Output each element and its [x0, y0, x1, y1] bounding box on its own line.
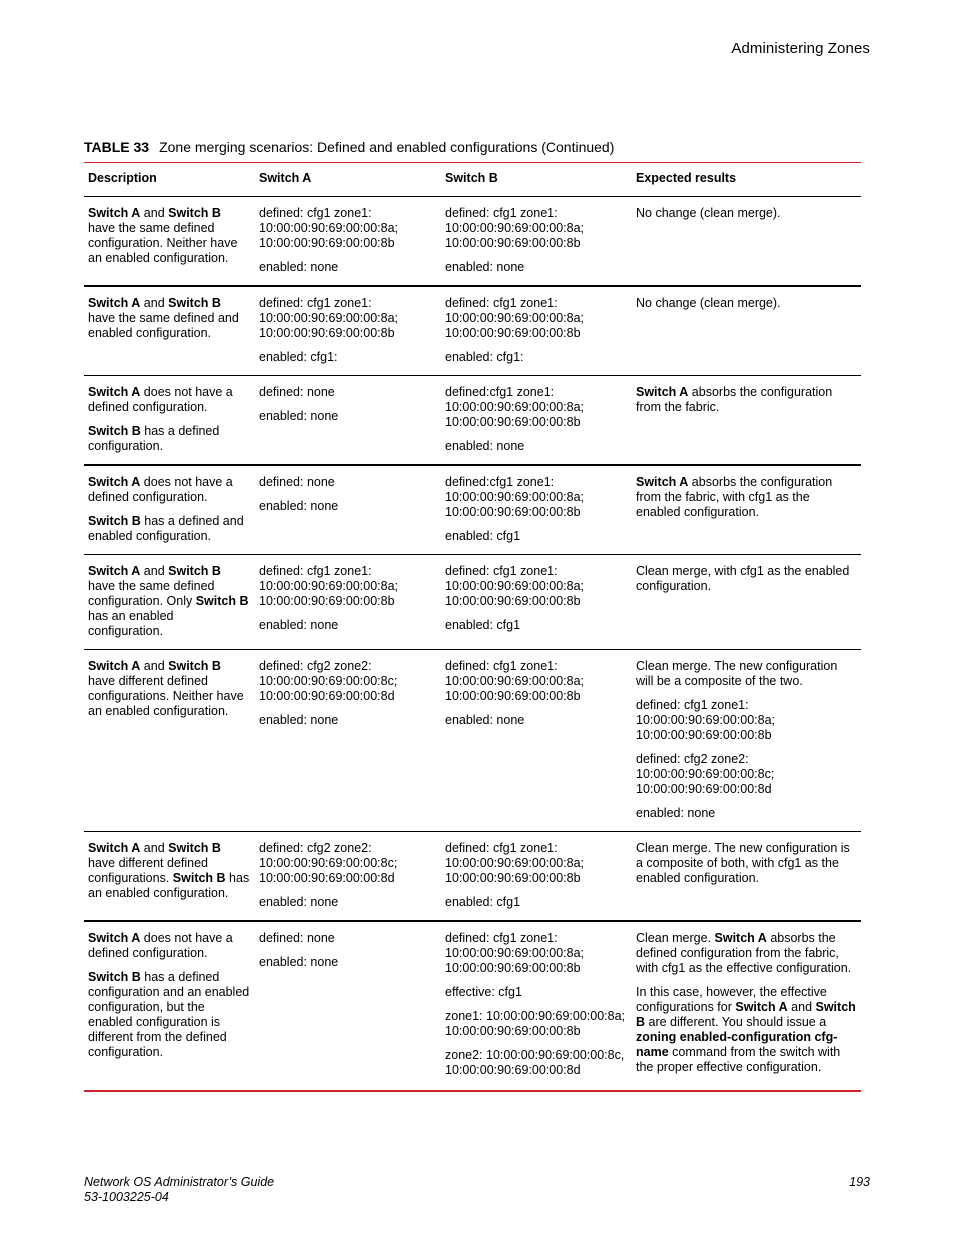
cell-expected-results-paragraph [636, 698, 857, 743]
bold-term: Switch B [168, 206, 221, 220]
cell-description [84, 921, 255, 1088]
bold-term: zoning enabled-configuration cfg-name [636, 1030, 838, 1059]
cell-switch-a [255, 376, 441, 466]
bold-term: Switch B [172, 871, 226, 885]
text-run: and [140, 564, 169, 578]
bold-term: Switch A [88, 931, 141, 945]
bold-term: Switch B [636, 1000, 856, 1029]
bold-term: Switch A [88, 659, 141, 673]
bold-term: Switch A [88, 296, 141, 310]
text-run: Clean merge. The new configuration will be a composite of the two. [636, 659, 838, 688]
table-row [84, 286, 861, 376]
zone-merging-table [84, 163, 861, 1088]
cell-expected-results [632, 650, 861, 832]
column-header-expected-results: Expected results [632, 163, 861, 197]
text-run: have different defined configurations. [88, 856, 209, 885]
cell-switch-a [255, 197, 441, 287]
cell-switch-b-entry: defined: cfg1 zone1: 10:00:00:90:69:00:00:8a; 10:00:00:90:69:00:00:8b [445, 206, 585, 250]
bold-term: Switch B [195, 594, 249, 608]
bold-term: Switch B [88, 970, 141, 984]
cell-description [84, 376, 255, 466]
bold-term: Switch B [168, 564, 221, 578]
cell-description [84, 650, 255, 832]
cell-description-paragraph [88, 296, 251, 341]
cell-switch-a-entry: enabled: none [259, 409, 339, 423]
footer-page-number: 193 [849, 1175, 870, 1189]
cell-switch-b [441, 650, 632, 832]
cell-switch-a-entry: defined: none [259, 385, 335, 399]
cell-expected-results-paragraph [636, 931, 857, 976]
cell-expected-results-paragraph [636, 985, 857, 1075]
bold-term: Switch A [714, 931, 767, 945]
table-title: Zone merging scenarios: Defined and enabled configurations (Continued) [159, 139, 615, 155]
table-row [84, 650, 861, 832]
cell-description-paragraph [88, 931, 251, 961]
text-run: No change (clean merge). [636, 296, 781, 310]
cell-switch-b-entry: enabled: none [445, 260, 525, 274]
text-run: has a defined configuration. [88, 424, 220, 453]
cell-expected-results-paragraph [636, 841, 857, 886]
column-header-description: Description [84, 163, 255, 197]
text-run: has an enabled configuration. [88, 871, 250, 900]
cell-description-paragraph [88, 206, 251, 266]
bold-term: Switch A [88, 841, 141, 855]
cell-expected-results [632, 555, 861, 650]
cell-switch-a-entry: enabled: none [259, 955, 339, 969]
column-header-switch-b: Switch B [441, 163, 632, 197]
cell-switch-b-entry: defined: cfg1 zone1: 10:00:00:90:69:00:00:8a; 10:00:00:90:69:00:00:8b [445, 659, 585, 703]
text-run: Clean merge. [636, 931, 715, 945]
text-run: are different. You should issue a [645, 1015, 827, 1029]
cell-switch-b-entry: effective: cfg1 [445, 985, 522, 999]
cell-description [84, 832, 255, 922]
cell-expected-results [632, 921, 861, 1088]
cell-expected-results-paragraph [636, 475, 857, 520]
text-run: absorbs the configuration from the fabric. [636, 385, 833, 414]
cell-switch-b-entry: defined:cfg1 zone1: 10:00:00:90:69:00:00:8a; 10:00:00:90:69:00:00:8b [445, 385, 585, 429]
cell-switch-b-entry: enabled: cfg1: [445, 350, 524, 364]
table-caption [84, 139, 861, 155]
bold-term: Switch B [88, 424, 141, 438]
cell-switch-a [255, 555, 441, 650]
bold-term: Switch A [636, 385, 689, 399]
footer-doc-number: 53-1003225-04 [84, 1190, 169, 1204]
text-run: absorbs the defined configuration from the fabric, with cfg1 as the effective configuration. [636, 931, 852, 975]
cell-switch-a [255, 650, 441, 832]
text-run: absorbs the configuration from the fabric, with cfg1 as the enabled configuration. [636, 475, 833, 519]
text-run: does not have a defined configuration. [88, 385, 233, 414]
cell-expected-results-paragraph [636, 385, 857, 415]
cell-switch-a-entry: enabled: none [259, 713, 339, 727]
cell-expected-results-paragraph [636, 206, 857, 221]
cell-description [84, 286, 255, 376]
table-row [84, 921, 861, 1088]
bold-term: Switch B [168, 841, 221, 855]
table-number: TABLE 33 [84, 139, 150, 155]
cell-description-paragraph [88, 841, 251, 901]
text-run: In this case, however, the effective configurations for [636, 985, 827, 1014]
cell-switch-b [441, 832, 632, 922]
cell-switch-b-entry: enabled: cfg1 [445, 529, 521, 543]
bold-term: Switch A [88, 385, 141, 399]
text-run: have the same defined and enabled configuration. [88, 311, 239, 340]
text-run: has an enabled configuration. [88, 609, 174, 638]
cell-switch-b [441, 465, 632, 555]
bold-term: Switch A [88, 475, 141, 489]
text-run: have the same defined configuration. Only [88, 579, 215, 608]
cell-expected-results [632, 376, 861, 466]
cell-switch-a-entry: enabled: cfg1: [259, 350, 338, 364]
cell-switch-b-entry: zone2: 10:00:00:90:69:00:00:8c, 10:00:00:90:69:00:00:8d [445, 1048, 625, 1077]
bold-term: Switch A [88, 564, 141, 578]
text-run: defined: cfg1 zone1: 10:00:00:90:69:00:00:8a; 10:00:00:90:69:00:00:8b [636, 698, 776, 742]
cell-expected-results-paragraph [636, 564, 857, 594]
table-body [84, 197, 861, 1089]
cell-switch-a [255, 286, 441, 376]
text-run: and [140, 296, 169, 310]
cell-switch-b-entry: defined: cfg1 zone1: 10:00:00:90:69:00:00:8a; 10:00:00:90:69:00:00:8b [445, 296, 585, 340]
cell-switch-a-entry: enabled: none [259, 618, 339, 632]
bold-term: Switch A [88, 206, 141, 220]
table-row [84, 555, 861, 650]
text-run: and [140, 841, 169, 855]
cell-description [84, 197, 255, 287]
cell-switch-a-entry: defined: cfg1 zone1: 10:00:00:90:69:00:00:8a; 10:00:00:90:69:00:00:8b [259, 206, 399, 250]
cell-switch-a-entry: defined: cfg1 zone1: 10:00:00:90:69:00:00:8a; 10:00:00:90:69:00:00:8b [259, 564, 399, 608]
cell-switch-b [441, 555, 632, 650]
cell-expected-results-paragraph [636, 806, 857, 821]
bold-term: Switch B [168, 659, 221, 673]
text-run: and [140, 659, 169, 673]
cell-expected-results [632, 832, 861, 922]
cell-description-paragraph [88, 385, 251, 415]
cell-switch-a-entry: defined: none [259, 475, 335, 489]
footer-guide-title: Network OS Administrator’s Guide [84, 1175, 275, 1189]
cell-switch-b [441, 376, 632, 466]
cell-switch-b-entry: defined: cfg1 zone1: 10:00:00:90:69:00:00:8a; 10:00:00:90:69:00:00:8b [445, 841, 585, 885]
cell-expected-results [632, 286, 861, 376]
cell-description-paragraph [88, 970, 251, 1060]
text-run: does not have a defined configuration. [88, 931, 233, 960]
cell-expected-results [632, 197, 861, 287]
bold-term: Switch B [168, 296, 221, 310]
text-run: has a defined configuration and an enabled configuration, but the enabled configuration is different from the defined configuration. [88, 970, 250, 1059]
cell-expected-results-paragraph [636, 659, 857, 689]
cell-switch-a-entry: defined: cfg2 zone2: 10:00:00:90:69:00:00:8c; 10:00:00:90:69:00:00:8d [259, 841, 398, 885]
text-run: No change (clean merge). [636, 206, 781, 220]
cell-switch-b-entry: enabled: cfg1 [445, 618, 521, 632]
table-header-row [84, 163, 861, 197]
cell-description-paragraph [88, 514, 251, 544]
cell-switch-b-entry: enabled: none [445, 713, 525, 727]
cell-switch-a-entry: enabled: none [259, 260, 339, 274]
table-row [84, 376, 861, 466]
text-run: has a defined and enabled configuration. [88, 514, 244, 543]
table-bottom-rule [84, 1090, 861, 1092]
cell-switch-a-entry: enabled: none [259, 895, 339, 909]
cell-switch-a-entry: defined: cfg1 zone1: 10:00:00:90:69:00:00:8a; 10:00:00:90:69:00:00:8b [259, 296, 399, 340]
table-row [84, 465, 861, 555]
text-run: does not have a defined configuration. [88, 475, 233, 504]
footer-left [84, 1175, 274, 1205]
cell-description-paragraph [88, 564, 251, 639]
text-run: have the same defined configuration. Neither have an enabled configuration. [88, 221, 238, 265]
cell-switch-b-entry: defined: cfg1 zone1: 10:00:00:90:69:00:00:8a; 10:00:00:90:69:00:00:8b [445, 564, 585, 608]
cell-switch-b-entry: defined: cfg1 zone1: 10:00:00:90:69:00:00:8a; 10:00:00:90:69:00:00:8b [445, 931, 585, 975]
cell-switch-a [255, 465, 441, 555]
cell-switch-b-entry: enabled: cfg1 [445, 895, 521, 909]
cell-switch-b-entry: defined:cfg1 zone1: 10:00:00:90:69:00:00:8a; 10:00:00:90:69:00:00:8b [445, 475, 585, 519]
cell-description-paragraph [88, 659, 251, 719]
text-run: Clean merge. The new configuration is a composite of both, with cfg1 as the enabled configuration. [636, 841, 850, 885]
cell-switch-a [255, 921, 441, 1088]
column-header-switch-a: Switch A [255, 163, 441, 197]
text-run: and [140, 206, 169, 220]
cell-switch-a-entry: defined: cfg2 zone2: 10:00:00:90:69:00:00:8c; 10:00:00:90:69:00:00:8d [259, 659, 398, 703]
cell-description [84, 465, 255, 555]
cell-switch-a-entry: defined: none [259, 931, 335, 945]
cell-expected-results-paragraph [636, 752, 857, 797]
cell-expected-results-paragraph [636, 296, 857, 311]
table-row [84, 832, 861, 922]
table-row [84, 197, 861, 287]
cell-description-paragraph [88, 424, 251, 454]
cell-description-paragraph [88, 475, 251, 505]
bold-term: Switch A [735, 1000, 788, 1014]
cell-switch-b-entry: zone1: 10:00:00:90:69:00:00:8a; 10:00:00:90:69:00:00:8b [445, 1009, 626, 1038]
cell-switch-b [441, 286, 632, 376]
running-header: Administering Zones [731, 40, 870, 57]
cell-switch-b [441, 197, 632, 287]
text-run: command from the switch with the proper effective configuration. [636, 1045, 841, 1074]
cell-description [84, 555, 255, 650]
text-run: and [787, 1000, 816, 1014]
cell-switch-a [255, 832, 441, 922]
text-run: enabled: none [636, 806, 716, 820]
bold-term: Switch B [88, 514, 141, 528]
cell-switch-b-entry: enabled: none [445, 439, 525, 453]
text-run: have different defined configurations. Neither have an enabled configuration. [88, 674, 244, 718]
text-run: defined: cfg2 zone2: 10:00:00:90:69:00:00:8c; 10:00:00:90:69:00:00:8d [636, 752, 775, 796]
bold-term: Switch A [636, 475, 689, 489]
cell-switch-b [441, 921, 632, 1088]
text-run: Clean merge, with cfg1 as the enabled configuration. [636, 564, 850, 593]
cell-expected-results [632, 465, 861, 555]
cell-switch-a-entry: enabled: none [259, 499, 339, 513]
